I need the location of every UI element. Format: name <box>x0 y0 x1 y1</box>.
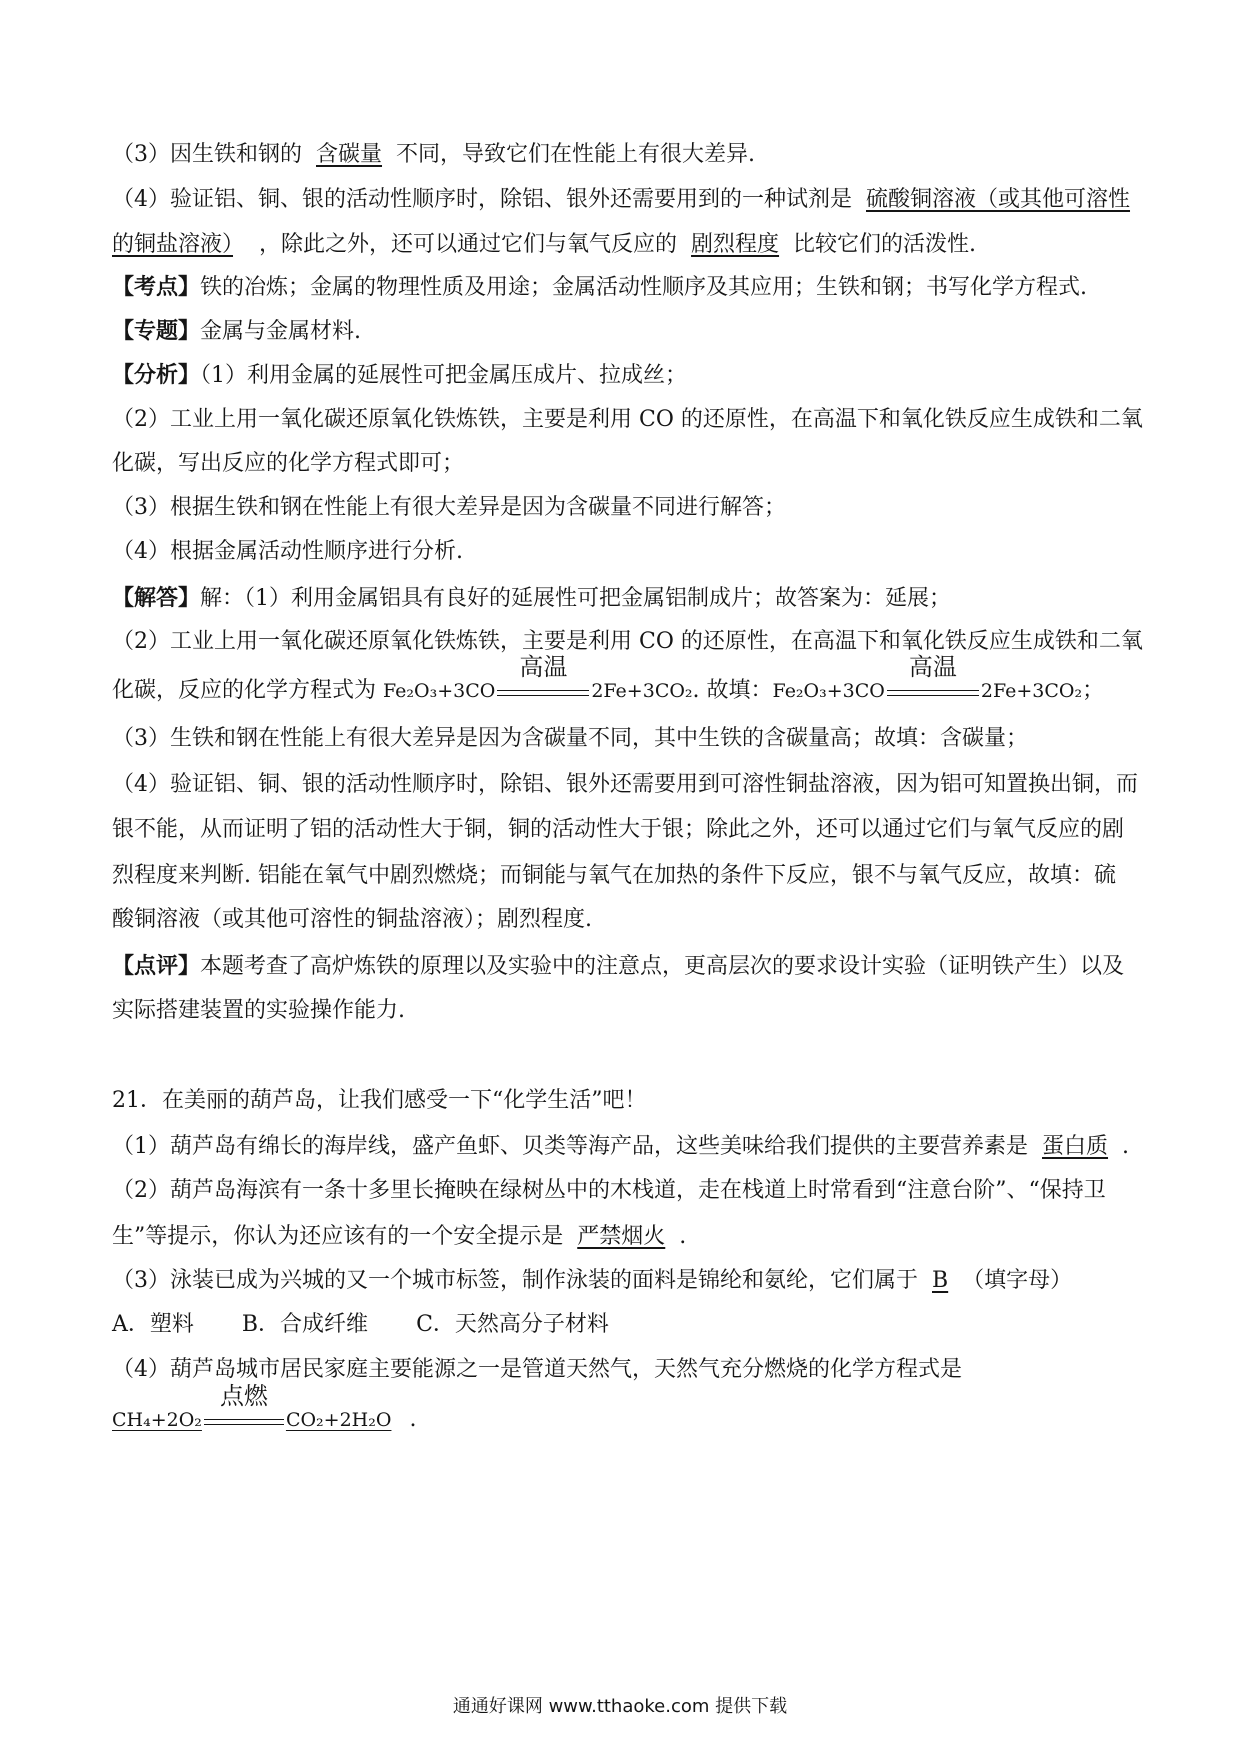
question-21-title: 21．在美丽的葫芦岛，让我们感受一下“化学生活”吧！ <box>112 1088 647 1113</box>
question-21-part-3 <box>112 1266 1132 1296</box>
filled-answer: 剧烈程度 <box>691 232 780 257</box>
jieda-line-2b <box>112 653 1132 706</box>
fenxi-line-4: （4）根据金属活动性顺序进行分析. <box>112 539 463 564</box>
section-label: 【考点】 <box>112 274 201 300</box>
footer-site-name: 通通好课网 <box>452 1696 543 1717</box>
jieda-line-3: （3）生铁和钢在性能上有很大差异是因为含碳量不同，其中生铁的含碳量高；故填：含碳量； <box>112 726 1029 751</box>
question-21-part-2b <box>112 1222 1132 1252</box>
option-a: A．塑料 <box>112 1312 194 1337</box>
section-label: 【专题】 <box>112 318 201 344</box>
filled-answer: 蛋白质 <box>1042 1134 1109 1159</box>
kaodian <box>112 272 1132 303</box>
filled-answer: 硫酸铜溶液（或其他可溶性 <box>866 187 1131 212</box>
text: （填字母） <box>962 1268 1073 1293</box>
condition-text: 高温 <box>519 653 568 681</box>
option-b: B．合成纤维 <box>241 1312 369 1337</box>
text: （1）利用金属的延展性可把金属压成片、拉成丝； <box>200 363 688 388</box>
answer-line-3 <box>112 140 1132 170</box>
filled-answer: 含碳量 <box>316 142 383 167</box>
section-label: 【点评】 <box>112 953 201 979</box>
answer-line-4 <box>112 185 1132 215</box>
section-label: 【分析】 <box>112 362 201 388</box>
equation-reactants: CH₄+2O₂ <box>112 1409 202 1431</box>
option-c: C．天然高分子材料 <box>416 1312 609 1337</box>
equation-products: CO₂+2H₂O <box>285 1409 392 1431</box>
jieda <box>112 583 1132 614</box>
question-21-options <box>112 1310 1132 1340</box>
text: . <box>409 1407 417 1432</box>
text: （4）葫芦岛城市居民家庭主要能源之一是管道天然气，天然气充分燃烧的化学方程式是 <box>112 1357 962 1382</box>
zhuanti <box>112 316 1132 347</box>
text: （3）泳装已成为兴城的又一个城市标签，制作泳装的面料是锦纶和氨纶，它们属于 <box>112 1268 918 1293</box>
jieda-line-4d: 酸铜溶液（或其他可溶性的铜盐溶液）；剧烈程度. <box>112 907 592 932</box>
text: （4）验证铝、铜、银的活动性顺序时，除铝、银外还需要用到的一种试剂是 <box>112 187 852 212</box>
jieda-line-2a: （2）工业上用一氧化碳还原氧化铁炼铁，主要是利用 CO 的还原性，在高温下和氧化铁反应生成铁和二氧 <box>112 629 1143 654</box>
text: 化碳，反应的化学方程式为 <box>112 678 383 703</box>
fenxi-line-3: （3）根据生铁和钢在性能上有很大差异是因为含碳量不同进行解答； <box>112 495 786 520</box>
reaction-condition <box>887 653 979 706</box>
reaction-condition <box>204 1382 284 1435</box>
text: （1）葫芦岛有绵长的海岸线，盛产鱼虾、贝类等海产品，这些美味给我们提供的主要营养素是 <box>112 1134 1029 1159</box>
footer-url[interactable]: www.tthaoke.com <box>548 1696 710 1717</box>
text: 解：（1）利用金属铝具有良好的延展性可把金属铝制成片；故答案为：延展； <box>200 586 952 611</box>
text: 本题考查了高炉炼铁的原理以及实验中的注意点，更高层次的要求设计实验（证明铁产生）以及 <box>200 954 1125 979</box>
fenxi <box>112 360 1132 391</box>
question-21-part-2a: （2）葫芦岛海滨有一条十多里长掩映在绿树丛中的木栈道，走在栈道上时常看到“注意台阶”、“保持卫 <box>112 1178 1106 1203</box>
text: 铁的冶炼；金属的物理性质及用途；金属活动性顺序及其应用；生铁和钢；书写化学方程式. <box>200 275 1088 300</box>
text: . <box>679 1224 687 1249</box>
text: 金属与金属材料. <box>200 319 362 344</box>
text: 不同，导致它们在性能上有很大差异. <box>396 142 756 167</box>
text: （3）因生铁和钢的 <box>112 142 302 167</box>
equation-reactants: Fe₂O₃+3CO <box>383 680 496 702</box>
dianping <box>112 951 1132 982</box>
footer-suffix: 提供下载 <box>715 1696 788 1717</box>
fenxi-line-2a: （2）工业上用一氧化碳还原氧化铁炼铁，主要是利用 CO 的还原性，在高温下和氧化铁反应生成铁和二氧 <box>112 407 1143 432</box>
section-label: 【解答】 <box>112 585 201 611</box>
equation-reactants: Fe₂O₃+3CO <box>772 680 885 702</box>
filled-answer: 的铜盐溶液） <box>112 232 234 257</box>
condition-text: 点燃 <box>219 1382 268 1410</box>
question-21-part-4-equation <box>112 1382 1132 1435</box>
text: . 故填： <box>692 678 773 703</box>
jieda-line-4a: （4）验证铝、铜、银的活动性顺序时，除铝、银外还需要用到可溶性铜盐溶液，因为铝可知置换出铜，而 <box>112 772 1139 797</box>
question-21-part-1 <box>112 1132 1132 1162</box>
dianping-line-2: 实际搭建装置的实验操作能力. <box>112 998 405 1023</box>
text: ； <box>1082 678 1105 703</box>
text: ，除此之外，还可以通过它们与氧气反应的 <box>259 232 678 257</box>
answer-line-4-cont <box>112 230 1132 260</box>
jieda-line-4c: 烈程度来判断. 铝能在氧气中剧烈燃烧；而铜能与氧气在加热的条件下反应，银不与氧气反应，故填：硫 <box>112 863 1116 888</box>
text: 生”等提示，你认为还应该有的一个安全提示是 <box>112 1224 564 1249</box>
filled-answer: B <box>932 1268 949 1293</box>
filled-answer: 严禁烟火 <box>577 1224 666 1249</box>
text: 比较它们的活泼性. <box>793 232 977 257</box>
text: . <box>1122 1134 1130 1159</box>
reaction-condition <box>497 653 589 706</box>
jieda-line-4b: 银不能，从而证明了铝的活动性大于铜，铜的活动性大于银；除此之外，还可以通过它们与氧气反应的剧 <box>112 817 1125 842</box>
page-footer <box>0 1694 1240 1720</box>
fenxi-line-2b: 化碳，写出反应的化学方程式即可； <box>112 451 465 476</box>
answer-blank <box>962 1357 982 1382</box>
question-21-part-4 <box>112 1355 1132 1385</box>
equation-products: 2Fe+3CO₂ <box>980 680 1083 702</box>
equation-products: 2Fe+3CO₂ <box>591 680 693 702</box>
condition-text: 高温 <box>908 653 957 681</box>
